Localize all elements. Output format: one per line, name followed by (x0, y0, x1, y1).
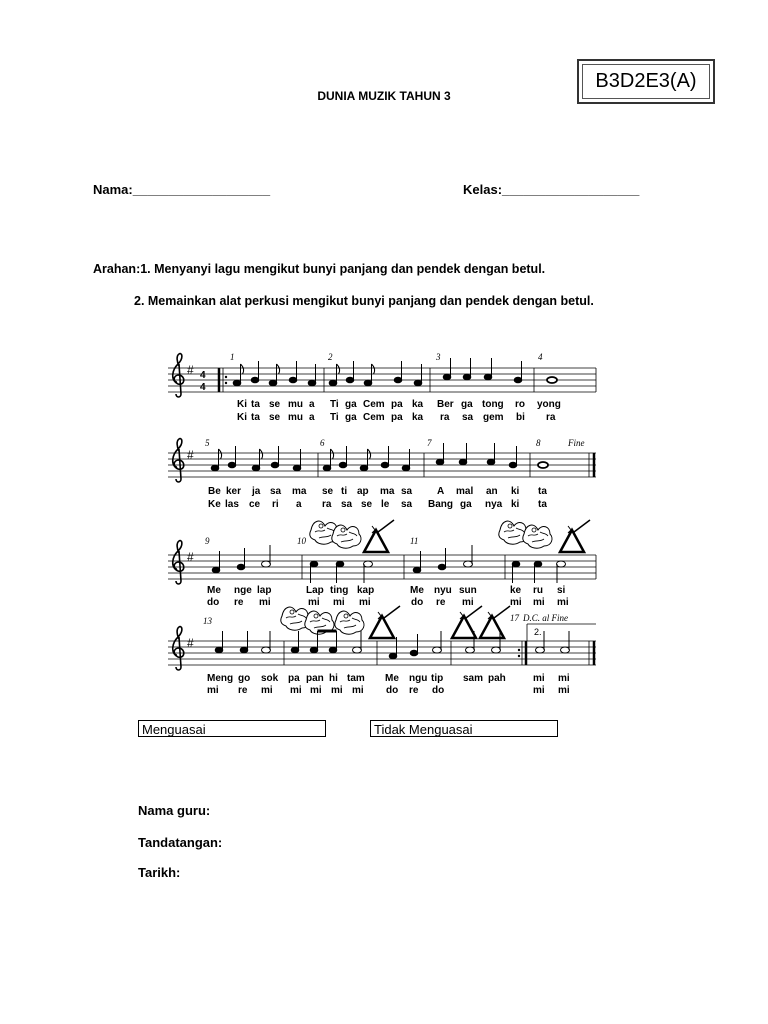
bar-number: 13 (203, 616, 212, 626)
svg-text:ce: ce (249, 499, 261, 510)
lyric: bi (516, 412, 525, 423)
key-signature-sharp: # (187, 363, 194, 377)
triangle-icon (480, 606, 510, 638)
notes-row-1 (233, 358, 557, 386)
svg-text:mi: mi (558, 685, 570, 696)
lyrics-row-4 (207, 673, 570, 696)
svg-text:ma: ma (292, 486, 307, 497)
svg-text:ta: ta (538, 499, 547, 510)
svg-text:ra: ra (322, 499, 332, 510)
lyric: gem (483, 412, 504, 423)
instruction-2: 2. Memainkan alat perkusi mengikut bunyi panjang dan pendek dengan betul. (134, 294, 594, 308)
svg-text:las: las (225, 499, 239, 510)
svg-text:sam: sam (463, 673, 484, 684)
bar-number: 8 (536, 438, 541, 448)
svg-text:mi: mi (290, 685, 302, 696)
svg-text:an: an (486, 486, 498, 497)
svg-text:mi: mi (352, 685, 364, 696)
dc-al-fine-label: D.C. al Fine (523, 613, 568, 623)
bar-number: 3 (436, 352, 441, 362)
svg-text:mi: mi (557, 597, 569, 608)
svg-text:ting: ting (330, 585, 349, 596)
bar-number: 6 (320, 438, 325, 448)
lyric: Ki (237, 399, 247, 410)
lyric: ra (440, 412, 450, 423)
svg-text:re: re (436, 597, 446, 608)
svg-text:#: # (187, 636, 194, 650)
mastered-label: Menguasai (142, 722, 206, 737)
lyric: Ti (330, 412, 339, 423)
lyric: a (309, 412, 315, 423)
svg-text:re: re (238, 685, 248, 696)
class-field[interactable]: Kelas:___________________ (463, 182, 640, 197)
svg-text:ap: ap (357, 486, 369, 497)
lyric: Cem (363, 399, 385, 410)
svg-text:pan: pan (306, 673, 324, 684)
lyric: a (309, 399, 315, 410)
svg-text:ja: ja (252, 486, 261, 497)
lyric: ka (412, 412, 424, 423)
svg-text:ta: ta (538, 486, 547, 497)
svg-text:pah: pah (488, 673, 506, 684)
svg-text:mal: mal (456, 486, 474, 497)
svg-text:le: le (381, 499, 390, 510)
lyric: pa (391, 412, 403, 423)
svg-text:Me: Me (385, 673, 399, 684)
svg-text:ngu: ngu (409, 673, 428, 684)
svg-text:nyu: nyu (434, 585, 452, 596)
svg-text:tam: tam (347, 673, 365, 684)
svg-text:#: # (187, 448, 194, 462)
lyric: ra (546, 412, 556, 423)
class-code: B3D2E3(A) (595, 70, 697, 92)
svg-text:nge: nge (234, 585, 252, 596)
name-field[interactable]: Nama:___________________ (93, 182, 271, 197)
svg-text:#: # (187, 550, 194, 564)
svg-text:Me: Me (207, 585, 221, 596)
mastered-checkbox[interactable] (138, 720, 326, 737)
svg-text:mi: mi (207, 685, 219, 696)
svg-text:ti: ti (341, 486, 348, 497)
lyric: ga (345, 399, 357, 410)
svg-text:Be: Be (208, 486, 221, 497)
svg-text:lap: lap (257, 585, 272, 596)
bar-number: 10 (297, 536, 306, 546)
lyric: ga (461, 399, 473, 410)
page-title: DUNIA MUZIK TAHUN 3 (317, 89, 451, 103)
svg-text:do: do (386, 685, 399, 696)
triangle-icon (452, 606, 482, 638)
bar-number: 17 (510, 613, 519, 623)
lyric: ro (515, 399, 525, 410)
svg-text:mi: mi (558, 673, 570, 684)
svg-text:do: do (432, 685, 445, 696)
lyrics-row-1 (237, 399, 561, 423)
signature-label: Tandatangan: (138, 835, 223, 850)
svg-text:si: si (557, 585, 566, 596)
svg-text:4: 4 (200, 382, 206, 393)
not-mastered-label: Tidak Menguasai (374, 722, 473, 737)
svg-text:Me: Me (410, 585, 424, 596)
svg-text:mi: mi (261, 685, 273, 696)
staff-3 (168, 520, 596, 608)
svg-text:se: se (322, 486, 334, 497)
lyric: tong (482, 399, 504, 410)
svg-text:ki: ki (511, 486, 520, 497)
triangle-icon (560, 520, 590, 552)
teacher-name-label: Nama guru: (138, 803, 211, 818)
svg-text:ga: ga (460, 499, 472, 510)
lyric: ta (251, 412, 260, 423)
staff-1 (168, 352, 596, 423)
svg-text:ker: ker (226, 486, 242, 497)
instruction-1: Arahan:1. Menyanyi lagu mengikut bunyi panjang dan pendek dengan betul. (93, 262, 546, 276)
svg-text:hi: hi (329, 673, 338, 684)
staff-2 (168, 438, 596, 510)
notes-row-3 (212, 545, 565, 583)
fine-label: Fine (568, 438, 585, 448)
bar-number: 9 (205, 536, 210, 546)
lyric: Ber (437, 399, 454, 410)
svg-text:nya: nya (485, 499, 503, 510)
bar-number: 1 (230, 352, 235, 362)
lyric: pa (391, 399, 403, 410)
svg-text:tip: tip (431, 673, 444, 684)
bar-number: 7 (427, 438, 432, 448)
lyrics-row-2 (208, 486, 547, 510)
svg-text:do: do (207, 597, 220, 608)
lyric: ta (251, 399, 260, 410)
not-mastered-checkbox[interactable] (370, 720, 558, 737)
svg-text:go: go (238, 673, 251, 684)
staff-4 (168, 606, 596, 696)
svg-text:ki: ki (511, 499, 520, 510)
clapping-hands-icon (523, 525, 552, 548)
second-ending-label: 2. (534, 627, 542, 637)
svg-text:A: A (437, 486, 445, 497)
bar-number: 4 (538, 352, 543, 362)
lyric: ga (345, 412, 357, 423)
svg-text:se: se (361, 499, 373, 510)
svg-text:re: re (409, 685, 419, 696)
triangle-icon (364, 520, 394, 552)
svg-text:Meng: Meng (207, 673, 234, 684)
svg-text:sa: sa (270, 486, 282, 497)
svg-text:sa: sa (401, 486, 413, 497)
svg-text:sun: sun (459, 585, 477, 596)
svg-text:ru: ru (533, 585, 543, 596)
svg-text:mi: mi (462, 597, 474, 608)
svg-text:re: re (234, 597, 244, 608)
svg-text:a: a (296, 499, 302, 510)
svg-text:do: do (411, 597, 424, 608)
svg-text:4: 4 (200, 370, 206, 381)
svg-text:sa: sa (401, 499, 413, 510)
svg-text:mi: mi (510, 597, 522, 608)
lyric: mu (288, 412, 303, 423)
bar-number: 2 (328, 352, 333, 362)
lyrics-row-3 (207, 585, 569, 608)
svg-text:sok: sok (261, 673, 279, 684)
lyric: se (269, 399, 281, 410)
svg-text:mi: mi (331, 685, 343, 696)
svg-text:ma: ma (380, 486, 395, 497)
svg-text:mi: mi (533, 597, 545, 608)
svg-text:mi: mi (533, 673, 545, 684)
svg-text:mi: mi (533, 685, 545, 696)
svg-text:mi: mi (359, 597, 371, 608)
svg-text:ri: ri (272, 499, 279, 510)
date-label: Tarikh: (138, 865, 181, 880)
svg-text:Ke: Ke (208, 499, 221, 510)
lyric: sa (462, 412, 474, 423)
svg-text:mi: mi (308, 597, 320, 608)
lyric: se (269, 412, 281, 423)
lyric: mu (288, 399, 303, 410)
clapping-hands-icon (335, 611, 364, 634)
lyric: Cem (363, 412, 385, 423)
svg-text:kap: kap (357, 585, 375, 596)
svg-text:ke: ke (510, 585, 522, 596)
svg-text:sa: sa (341, 499, 353, 510)
svg-text:pa: pa (288, 673, 300, 684)
lyric: Ti (330, 399, 339, 410)
lyric: Ki (237, 412, 247, 423)
svg-text:mi: mi (333, 597, 345, 608)
svg-text:Lap: Lap (306, 585, 324, 596)
svg-text:mi: mi (259, 597, 271, 608)
clapping-hands-icon (332, 525, 361, 548)
triangle-icon (370, 606, 400, 638)
svg-text:Bang: Bang (428, 499, 453, 510)
lyric: ka (412, 399, 424, 410)
bar-number: 5 (205, 438, 210, 448)
svg-text:mi: mi (310, 685, 322, 696)
lyric: yong (537, 399, 561, 410)
bar-number: 11 (410, 536, 419, 546)
notes-row-2 (211, 443, 548, 471)
